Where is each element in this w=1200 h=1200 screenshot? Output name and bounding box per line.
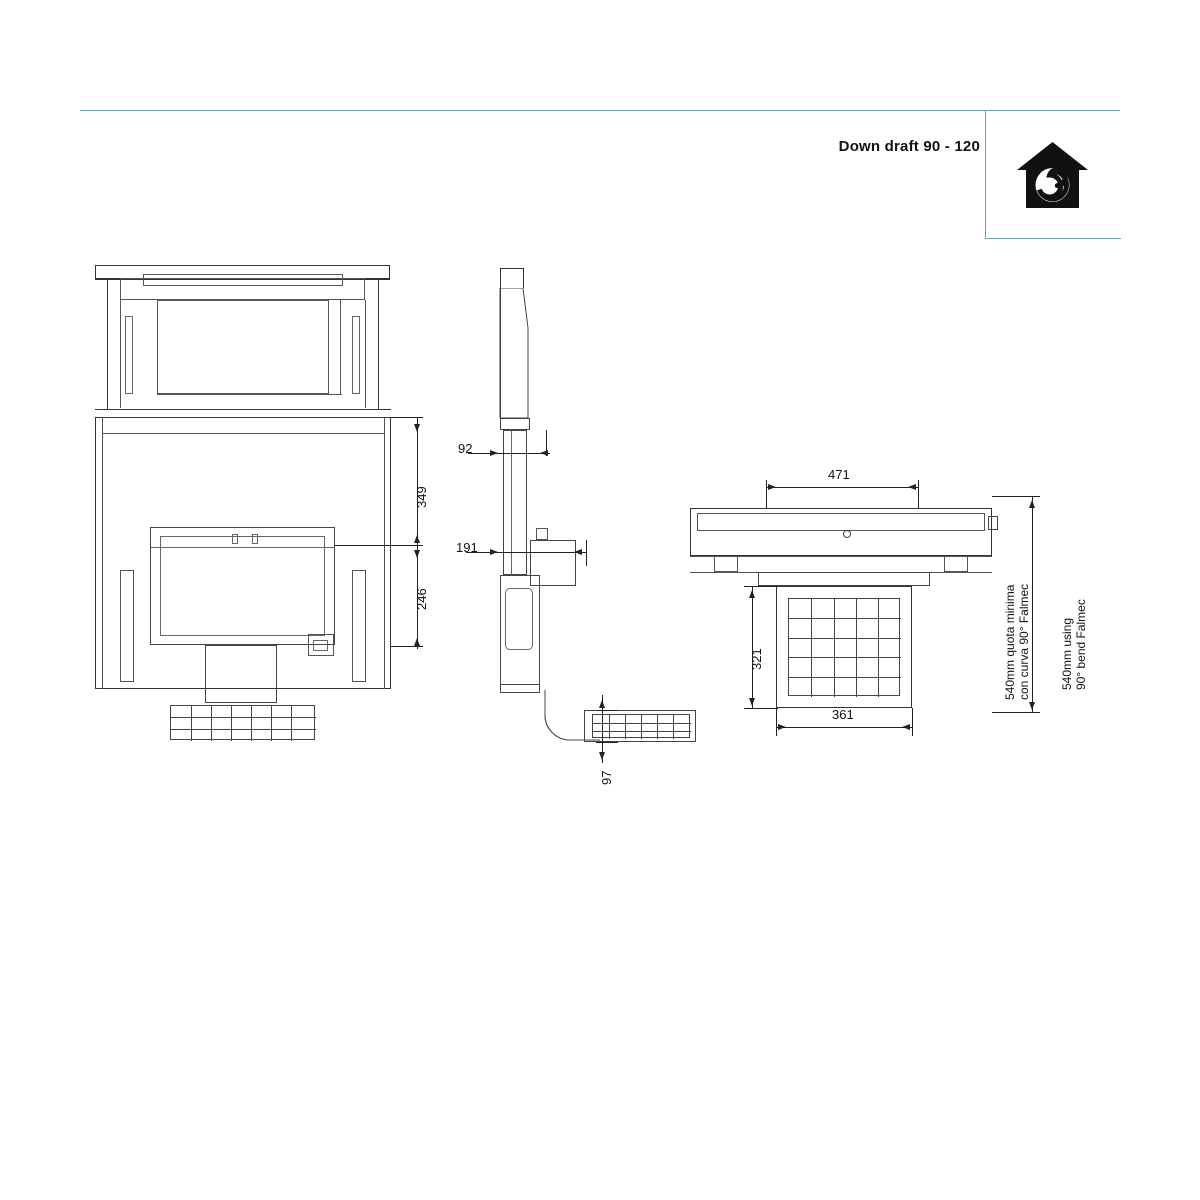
dimension-361: 361: [832, 707, 854, 722]
note-minimum-height-en-line2: 90° bend Falmec: [1074, 599, 1088, 690]
note-minimum-height-en-line1: 540mm using: [1060, 617, 1074, 690]
dimension-321: 321: [749, 648, 764, 670]
dimension-92: 92: [458, 441, 473, 456]
dimension-349: 349: [414, 486, 429, 508]
header-rule: [80, 110, 1120, 111]
dimension-471: 471: [828, 467, 850, 482]
note-minimum-height-it-line2: con curva 90° Falmec: [1017, 583, 1031, 700]
dimension-191: 191: [456, 540, 478, 555]
dimension-97: 97: [599, 770, 614, 785]
dimension-246: 246: [414, 588, 429, 610]
house-spiral-logo-icon: [1015, 140, 1090, 210]
page-title: Down draft 90 - 120: [838, 138, 980, 155]
filter-grid-side: [592, 714, 690, 738]
note-minimum-height-it-line1: 540mm quota minima: [1003, 584, 1017, 700]
filter-grid-top: [788, 598, 900, 696]
filter-grid-front: [170, 705, 315, 740]
